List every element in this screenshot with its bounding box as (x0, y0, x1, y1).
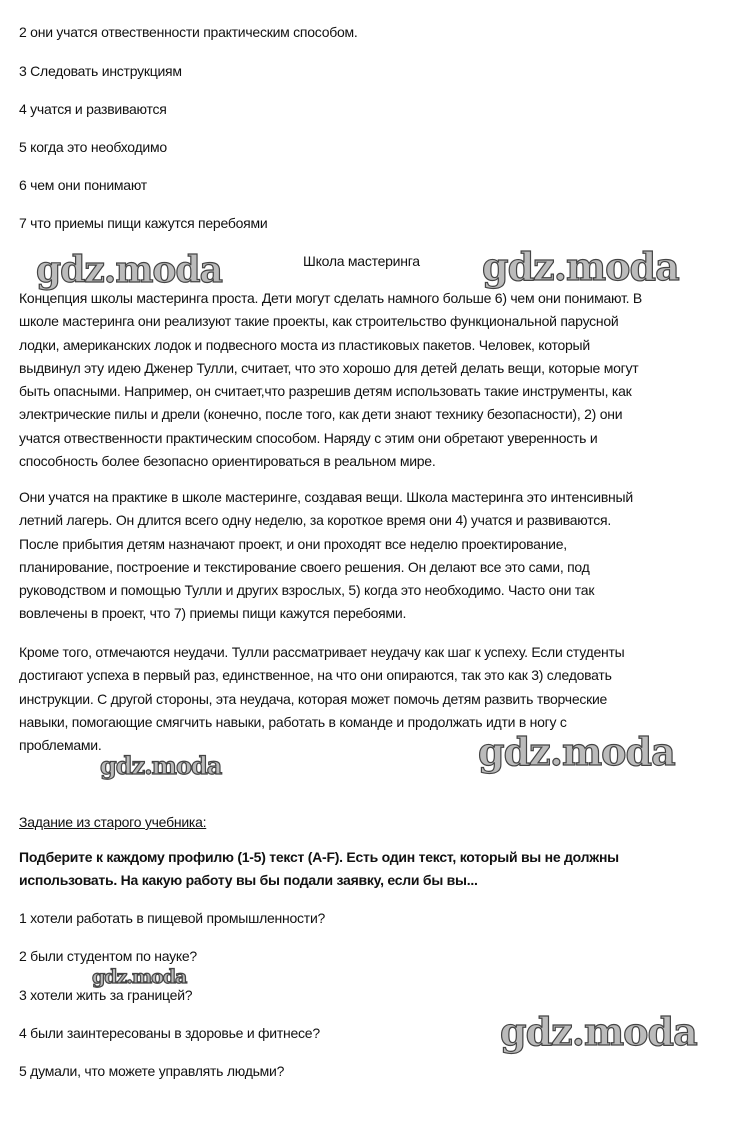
text-line: После прибытия детям назначают проект, и они проходят все неделю проектирование, (19, 535, 567, 552)
text-line: способность более безопасно ориентироваться в реальном мире. (19, 453, 436, 470)
text-line: лодки, американских лодок и подвесного моста из пластиковых пакетов. Человек, который (19, 336, 590, 353)
paragraph-2 (19, 486, 633, 626)
text-line: инструкции. С другой стороны, эта неудача, которая может помочь детям развить творческие (19, 690, 608, 707)
text-line: Концепция школы мастеринга проста. Дети могут сделать намного больше 6) чем они понимают. В (19, 290, 642, 306)
text-line: электрические пилы и дрели (конечно, после того, как дети знают технику безопасности), 2) они (19, 406, 623, 423)
text-line: школе мастеринга они реализуют такие проекты, как строительство функциональной парусной (19, 313, 619, 330)
text-line: руководством и помощью Тулли и других взрослых, 5) когда это необходимо. Часто они так (19, 582, 595, 599)
watermark: gdz.moda (92, 966, 187, 988)
text-line: проблемами. (19, 737, 102, 754)
answer-line: 6 чем они понимают (19, 177, 147, 193)
watermark: gdz.moda (36, 249, 222, 291)
question: 5 думали, что можете управлять людьми? (19, 1063, 285, 1079)
text-line: использовать. На какую работу вы бы подали заявку, если бы вы... (19, 872, 478, 889)
question: 3 хотели жить за границей? (19, 987, 193, 1003)
section-title: Школа мастеринга (303, 253, 420, 269)
watermark: gdz.moda (478, 729, 675, 774)
answer-line: 4 учатся и развиваются (19, 101, 167, 117)
paragraph-1 (19, 287, 642, 473)
answer-line: 3 Следовать инструкциям (19, 63, 182, 79)
text-line: навыки, помогающие смягчить навыки, работать в команде и продолжать идти в ногу с (19, 713, 567, 730)
instruction (19, 846, 619, 893)
answer-line: 5 когда это необходимо (19, 139, 167, 155)
text-line: летний лагерь. Он длится всего одну неделю, за короткое время они 4) учатся и развиваются. (19, 512, 611, 529)
text-line: достигают успеха в первый раз, единственное, на что они опираются, так это как 3) следовать (19, 667, 612, 684)
answer-line: 2 они учатся отвественности практическим способом. (19, 24, 358, 40)
text-line: Кроме того, отмечаются неудачи. Тулли рассматривает неудачу как шаг к успеху. Если студенты (19, 644, 625, 660)
text-line: Они учатся на практике в школе мастеринге, создавая вещи. Школа мастеринга это интенсивный (19, 489, 633, 505)
question: 4 были заинтересованы в здоровье и фитнесе? (19, 1025, 320, 1041)
question: 2 были студентом по науке? (19, 948, 197, 964)
text-line: выдвинул эту идею Дженер Тулли, считает, что это хорошо для детей делать вещи, которые могут (19, 359, 639, 376)
watermark: gdz.moda (482, 244, 679, 289)
answer-line: 7 что приемы пищи кажутся перебоями (19, 215, 268, 231)
old-task-heading: Задание из старого учебника: (19, 814, 207, 830)
text-line: учатся отвественности практическим способом. Наряду с этим они обретают уверенность и (19, 429, 598, 446)
text-line: планирование, построение и текстирование своего решения. Он делают все это сами, под (19, 558, 590, 575)
watermark: gdz.moda (100, 751, 222, 780)
text-line: быть опасными. Например, он считает,что разрешив детям использовать такие инструменты, как (19, 383, 632, 400)
text-line: Подберите к каждому профилю (1-5) текст (A-F). Есть один текст, который вы не должны (19, 849, 619, 865)
watermark: gdz.moda (500, 1009, 697, 1054)
text-line: вовлечены в проект, что 7) приемы пищи кажутся перебоями. (19, 605, 407, 622)
question: 1 хотели работать в пищевой промышленности? (19, 910, 326, 926)
